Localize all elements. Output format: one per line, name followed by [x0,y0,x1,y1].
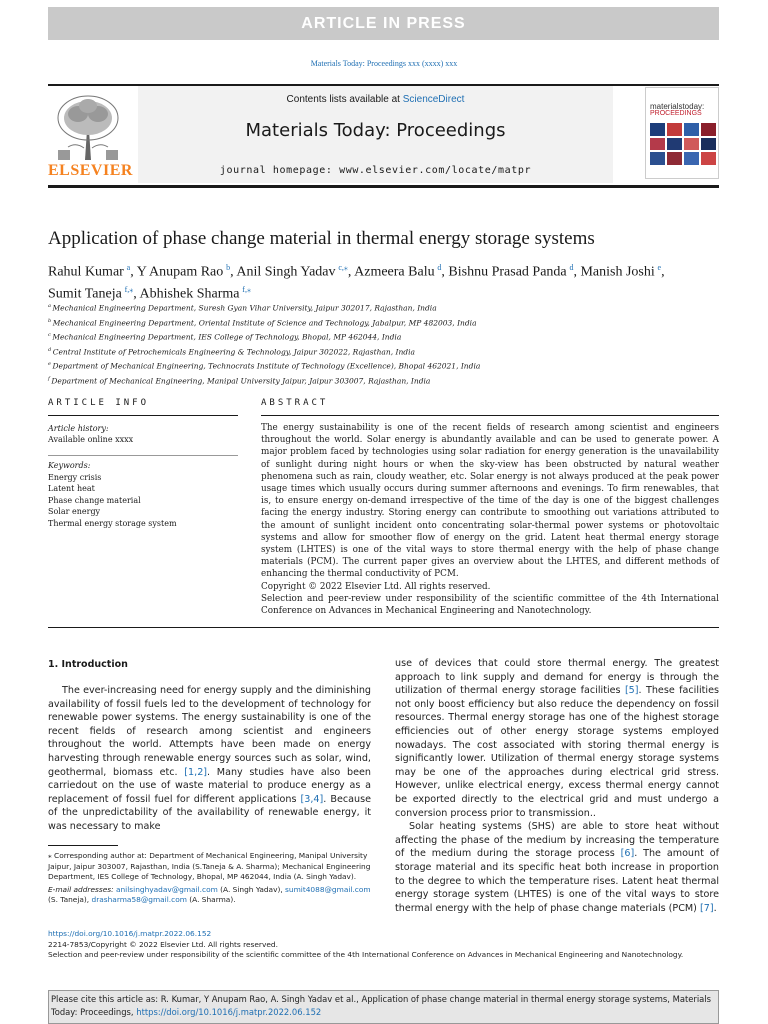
tree-icon [48,92,128,162]
corresponding-footnote: ⁎ Corresponding author at: Department of Mechanical Engineering, Manipal University Jaipur, Jaipur 303007, Rajasthan, India (S.Taneja & A. Sharma); Mechanical Engineering Department, IES College of Technology, Bhopal, MP 462044, India (A. Singh Yadav). E-mail addresses: anilsinghyadav@gmail.com (A. Singh Yadav), sumit4088@gmail.com (S. Taneja), drasharma58@gmail.com (A. Sharma). [48,851,371,905]
elsevier-logo[interactable] [48,92,133,180]
author-affil-ref[interactable]: e [657,263,662,272]
cite-this-article-box: Please cite this article as: R. Kumar, Y Anupam Rao, A. Singh Yadav et al., Application of phase change material in thermal energy storage systems, Materials Today: Proceedings, https://doi.org/10.1016/j.matpr.2022.06.152 [48,990,719,1024]
keyword: Latent heat [48,484,95,493]
article-footer: https://doi.org/10.1016/j.matpr.2022.06.152 2214-7853/Copyright © 2022 Elsevier Ltd. All rights reserved. Selection and peer-review under responsibility of the scientific committee of the 4th International Conference on Advances in Mechanical Engineering and Nanotechnology. [48,929,684,960]
doi-link[interactable]: https://doi.org/10.1016/j.matpr.2022.06.152 [48,929,212,938]
author[interactable]: Rahul Kumar [48,264,124,280]
affiliations [48,300,728,387]
contents-line: Contents lists available at ScienceDirect [286,94,465,105]
keyword: Phase change material [48,495,141,505]
citation-link[interactable]: [7] [699,902,714,914]
abstract-heading: ABSTRACT [261,398,329,408]
author-affil-ref[interactable]: d [569,263,574,272]
author[interactable]: Bishnu Prasad Panda [448,264,567,280]
author[interactable]: Manish Joshi [580,264,655,280]
citation-link[interactable]: [3,4] [300,793,324,805]
author[interactable]: Abhishek Sharma [139,286,240,302]
email-link[interactable]: anilsinghyadav@gmail.com [115,884,218,894]
citation-link[interactable]: [6] [620,848,635,860]
email-link[interactable]: drasharma58@gmail.com [91,895,187,905]
affiliation: $^a$ Mechanical Engineering Department, Suresh Gyan Vihar University, Jaipur 302017, Rajasthan, India [48,303,437,313]
author[interactable]: Azmeera Balu [354,264,435,280]
cover-title: materialstoday: [650,102,705,111]
footnote-rule [48,845,118,846]
author-list: Rahul Kumar $^a$, Y Anupam Rao $^b$, Anil Singh Yadav $^{c,⁎}$, Azmeera Balu $^d$, Bishnu Prasad Panda $^d$, Manish Joshi $^e$, Sumit Taneja $^{f,⁎}$, Abhishek Sharma $^{f,⁎}$ [48,263,665,302]
abstract-rule [261,415,719,416]
article-info-rule [48,415,238,416]
author-affil-ref[interactable]: f,⁎ [124,284,134,294]
journal-cover[interactable] [645,87,719,179]
keyword: Solar energy [48,507,101,516]
citation-link[interactable]: [1,2] [184,766,208,778]
author-affil-ref[interactable]: c,⁎ [338,263,348,272]
author-affil-ref[interactable]: a [126,263,131,272]
intro-right-column: use of devices that could store thermal energy. The greatest approach to link supply and demand for energy is through the utilization of thermal energy storage facilities [5]. These facilities not only boost efficiency but also reduce the dependency on fossil resources. Thermal energy storage has one of the highest storage efficiencies out of other energy storage systems employed nowadays. The cost associated with storing thermal energy is significantly lower. Utilization of thermal energy storage systems may be one of the approaches during electrical grid stress. However, unlike electrical energy, excess thermal energy cannot be exported directly to the electrical grid and must undergo a conversion process prior to transmission.. Solar heating systems (SHS) are able to store heat without affecting the phase of the medium by increasing the temperature of the medium during the storage process [6]. The amount of storage material and its specific heat both increase in proportion to the degree to which the temperature rises. Latent heat thermal energy storage system (LHTES) is one of the vital ways to store thermal energy with the help of phase change materials (PCM) [7]. [395,658,719,914]
author[interactable]: Sumit Taneja [48,286,122,302]
article-title: Application of phase change material in thermal energy storage systems [48,228,595,249]
journal-title[interactable]: Materials Today: Proceedings [245,120,506,141]
affiliation: $^c$ Mechanical Engineering Department, IES College of Technology, Bhopal, MP 462044, India [48,332,402,342]
keyword: Energy crisis [48,472,102,482]
abstract-body: The energy sustainability is one of the recent fields of research among scientist and engineers throughout the world. Solar energy is abundantly available and can be used to generate power. A major problem faced by technologies using solar radiation for energy generation is the unavailability of sunlight during night hours or when the sky-view has been obstructed by natural weather phenomena such as rain, cloudy weather, etc. Solar energy is not always produced at the peak power usage times which usually occurs during summer afternoons and evenings. To firm renewables, that is, to ensure energy on-demand irrespective of the time of the day is one of the biggest challenges facing the energy industry. Storing energy can contribute to smoothing out variations attributed to the amount of sunlight incident onto concentrating solar-thermal power systems or photovoltaic systems and allow for smoother flow of energy on the grid. Latent heat thermal energy storage system (LHTES) is one of the vital ways to store thermal energy with the help of phase change materials (PCM). The current paper gives an overview about the LHTES, and different methods of enhancing the thermal conductivity of PCM. Copyright © 2022 Elsevier Ltd. All rights reserved. Selection and peer-review under responsibility of the scientific committee of the 4th International Conference on Advances in Mechanical Engineering and Nanotechnology. [261,423,719,617]
affiliation: $^e$ Department of Mechanical Engineering, Technocrats Institute of Technology (Excellence), Bhopal 462021, India [48,361,481,371]
author-affil-ref[interactable]: d [437,263,442,272]
keywords: Keywords: Energy crisis Latent heat Phase change material Solar energy Thermal energy storage system [48,460,238,529]
keyword: Thermal energy storage system [48,518,177,528]
header-bottom-rule [48,185,719,188]
sciencedirect-link[interactable]: ScienceDirect [402,94,465,105]
author-affil-ref[interactable]: f,⁎ [242,284,251,294]
history-divider [48,455,238,456]
introduction-heading: 1. Introduction [48,659,128,670]
intro-left-column: The ever-increasing need for energy supply and the diminishing availability of fossil fuels led to the development of technology for renewable power systems. The energy sustainability is one of the recent fields of research among scientist and engineers throughout the world. Attempts have been made on energy harvesting through renewable energy sources such as solar, wind, geothermal, biomass etc. [1,2]. Many studies have also been carriedout on the use of waste material to produce energy as a replacement of fossil fuel for different applications [3,4]. Because of the unpredictability of the availability of renewable energy, it was necessary to make [48,685,371,832]
journal-homepage[interactable]: journal homepage: www.elsevier.com/locate/matpr [219,165,532,176]
article-in-press-banner: ARTICLE IN PRESS [48,7,719,40]
cover-image [650,123,716,165]
citation-link[interactable]: [5] [624,685,639,697]
abstract-bottom-rule [48,627,719,628]
affiliation: $^b$ Mechanical Engineering Department, Oriental Institute of Science and Technology, Jabalpur, MP 482003, India [48,317,477,327]
journal-citation-line[interactable]: Materials Today: Proceedings xxx (xxxx) xxx [310,59,458,68]
author[interactable]: Anil Singh Yadav [236,264,336,280]
affiliation: $^d$ Central Institute of Petrochemicals Engineering & Technology, Jaipur 302022, Rajasthan, India [48,346,415,356]
affiliation: $^f$ Department of Mechanical Engineering, Manipal University Jaipur, Jaipur 303007, Rajasthan, India [48,375,431,385]
email-link[interactable]: sumit4088@gmail.com [285,884,371,894]
cover-subtitle: PROCEEDINGS [650,110,702,117]
article-history: Article history: Available online xxxx [48,424,134,444]
author-affil-ref[interactable]: b [226,263,231,272]
article-info-heading: ARTICLE INFO [48,398,150,408]
cite-doi-link[interactable]: https://doi.org/10.1016/j.matpr.2022.06.152 [136,1007,322,1017]
elsevier-wordmark: ELSEVIER [48,162,133,179]
author[interactable]: Y Anupam Rao [136,264,224,280]
